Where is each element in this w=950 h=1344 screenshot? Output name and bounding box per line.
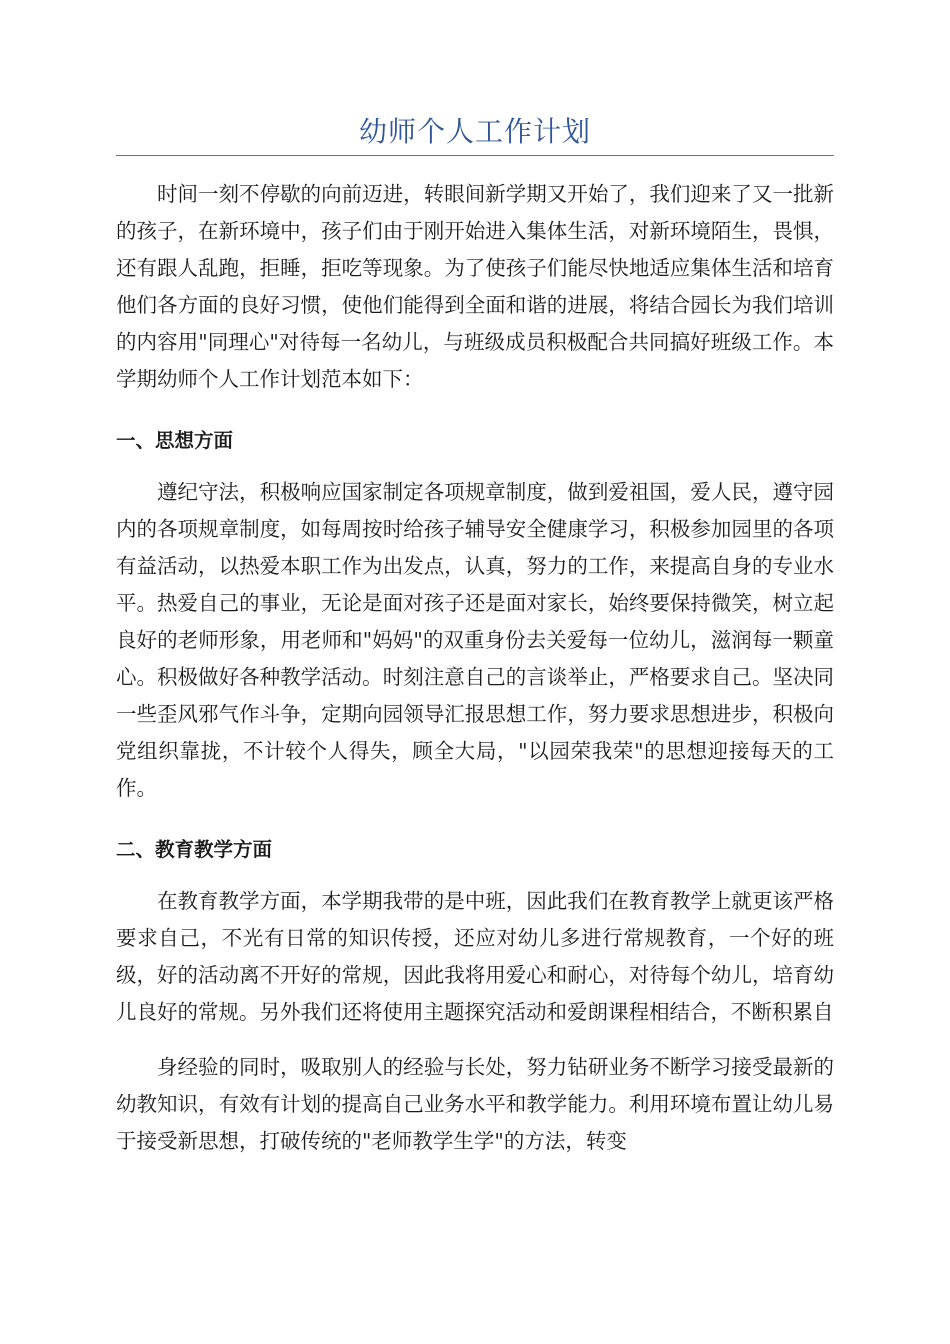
- document-page: [116, 112, 834, 1178]
- section-teaching-paragraph-2: 身经验的同时，吸取别人的经验与长处，努力钻研业务不断学习接受最新的幼教知识，有效有计划的提高自己业务水平和教学能力。利用环境布置让幼儿易于接受新思想，打破传统的"老师教学生学"的方法，转变: [116, 1055, 834, 1153]
- section-ideology-paragraph: 遵纪守法，积极响应国家制定各项规章制度，做到爱祖国，爱人民，遵守园内的各项规章制度，如每周按时给孩子辅导安全健康学习，积极参加园里的各项有益活动，以热爱本职工作为出发点，认真，努力的工作，来提高自身的专业水平。热爱自己的事业，无论是面对孩子还是面对家长，始终要保持微笑，树立起良好的老师形象，用老师和"妈妈"的双重身份去关爱每一位幼儿，滋润每一颗童心。积极做好各种教学活动。时刻注意自己的言谈举止，严格要求自己。坚决同一些歪风邪气作斗争，定期向园领导汇报思想工作，努力要求思想进步，积极向党组织靠拢，不计较个人得失，顾全大局，"以园荣我荣"的思想迎接每天的工作。: [116, 480, 834, 800]
- document-title: 幼师个人工作计划: [116, 112, 834, 156]
- section-teaching-paragraph-1: 在教育教学方面，本学期我带的是中班，因此我们在教育教学上就更该严格要求自己，不光有日常的知识传授，还应对幼儿多进行常规教育，一个好的班级，好的活动离不开好的常规，因此我将用爱心和耐心，对待每个幼儿，培育幼儿良好的常规。另外我们还将使用主题探究活动和爱朗课程相结合，不断积累自: [116, 889, 834, 1024]
- section-heading-ideology: 一、思想方面: [116, 429, 234, 452]
- intro-paragraph: 时间一刻不停歇的向前迈进，转眼间新学期又开始了，我们迎来了又一批新的孩子，在新环境中，孩子们由于刚开始进入集体生活，对新环境陌生，畏惧，还有跟人乱跑，拒睡，拒吃等现象。为了使孩子们能尽快地适应集体生活和培育他们各方面的良好习惯，使他们能得到全面和谐的进展，将结合园长为我们培训的内容用"同理心"对待每一名幼儿，与班级成员积极配合共同搞好班级工作。本学期幼师个人工作计划范本如下：: [116, 182, 834, 391]
- section-heading-teaching: 二、教育教学方面: [116, 838, 273, 861]
